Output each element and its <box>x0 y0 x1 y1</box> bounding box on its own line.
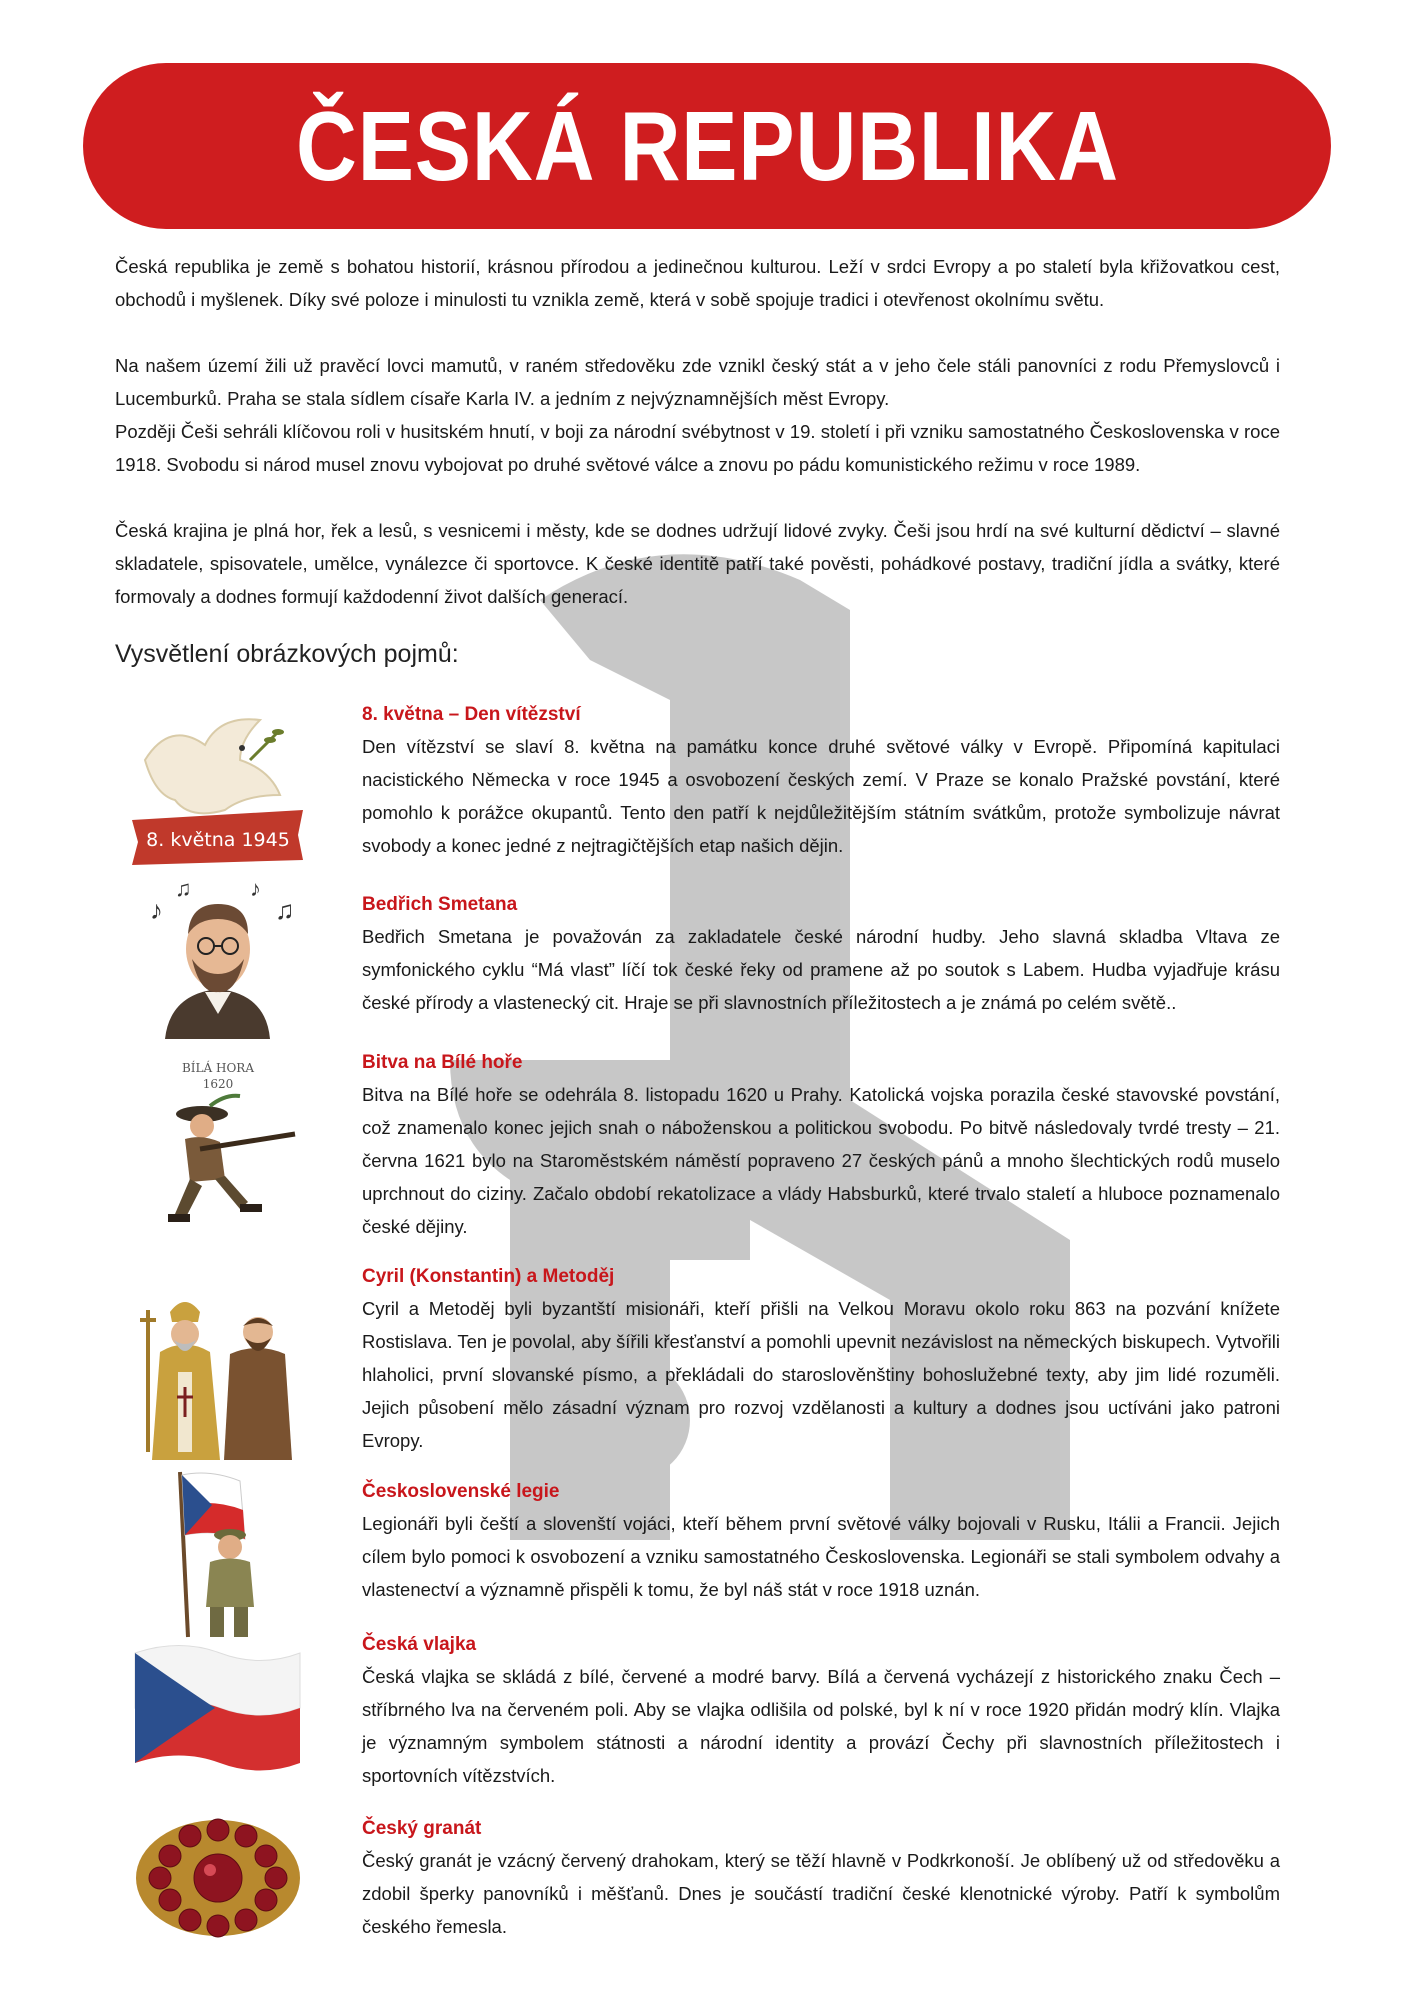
dove-icon <box>130 700 305 870</box>
item-text <box>362 1262 1280 1457</box>
page-title: ČESKÁ REPUBLIKA <box>295 90 1119 201</box>
intro-text <box>115 250 1280 646</box>
item-description: Legionáři byli čeští a slovenští vojáci, kteří během první světové války bojovali v Rusku, Itálii a Francii. Jejich cílem bylo pomoci k osvobození a vzniku samostatného Československa. Legionáři se stali symbolem odvahy a vlastenectví a významně přispěli k tomu, že byl náš stát v roce 1918 uznán. <box>362 1513 1280 1600</box>
svg-text:♫: ♫ <box>275 895 295 925</box>
saints-icon <box>130 1282 305 1462</box>
item-description: Cyril a Metoděj byli byzantští misionáři, kteří přišli na Velkou Moravu okolo roku 863 na pozvání knížete Rostislava. Ten je povolal, aby šířili křesťanství a pomohli upevnit nezávislost na německých biskupech. Vytvořili hlaholici, první slovanské písmo, a překládali do staroslověnštiny bohoslužebné texty, aby jim lidé rozuměli. Jejich působení mělo zásadní význam pro rozvoj vzdělanosti a kultury a dodnes jsou uctíváni jako patroni Evropy. <box>362 1298 1280 1451</box>
garnet-brooch-icon <box>130 1816 305 1941</box>
item-text <box>362 1814 1280 1943</box>
item-text <box>362 1630 1280 1792</box>
bila-hora-year: 1620 <box>202 1077 234 1091</box>
czech-flag-icon <box>130 1638 305 1778</box>
bila-hora-caption: BÍLÁ HORA <box>181 1061 255 1075</box>
item-title: Bitva na Bílé hoře <box>362 1052 523 1073</box>
svg-text:♫: ♫ <box>175 876 192 901</box>
legionnaire-icon <box>130 1467 305 1642</box>
item-text <box>362 1477 1280 1606</box>
intro-paragraph: Česká krajina je plná hor, řek a lesů, s vesnicemi i městy, kde se dodnes udržují lidové zvyky. Češi jsou hrdí na své kulturní dědictví – slavné skladatele, spisovatele, umělce, vynálezce či sportovce. K české identitě patří také pověsti, pohádkové postavy, tradiční jídla a svátky, které formovaly a dodnes formují každodenní život dalších generací. <box>115 520 1280 607</box>
composer-portrait-icon <box>130 874 305 1039</box>
item-description: Bedřich Smetana je považován za zakladatele české národní hudby. Jeho slavná skladba Vltava ze symfonického cyklu “Má vlast” líčí tok české řeky od pramene až po soutok s Labem. Hudba vyjadřuje krásu české přírody a vlastenecký cit. Hraje se při slavnostních příležitostech a je známá po celém světě.. <box>362 926 1280 1013</box>
item-title: Česká vlajka <box>362 1634 477 1655</box>
item-title: Cyril (Konstantin) a Metoděj <box>362 1266 615 1287</box>
intro-paragraph: Česká republika je země s bohatou historií, krásnou přírodou a jedinečnou kulturou. Leží v srdci Evropy a po staletí byla křižovatkou cest, obchodů i myšlenek. Díky své poloze i minulosti tu vznikla země, která v sobě spojuje tradici i otevřenost okolnímu světu. <box>115 256 1280 310</box>
item-description: Český granát je vzácný červený drahokam, který se těží hlavně v Podkrkonoší. Je oblíbený už od středověku a zdobil šperky panovníků i měšťanů. Dnes je součástí tradiční české klenotnické výroby. Patří k symbolům českého řemesla. <box>362 1850 1280 1937</box>
item-text <box>362 890 1280 1019</box>
item-title: Československé legie <box>362 1481 560 1502</box>
intro-paragraph: Později Češi sehráli klíčovou roli v husitském hnutí, v boji za národní svébytnost v 19. století i při vzniku samostatného Československa v roce 1918. Svobodu si národ musel znovu vybojovat po druhé světové válce a znovu po pádu komunistického režimu v roce 1989. <box>115 421 1280 475</box>
svg-text:♪: ♪ <box>150 895 163 925</box>
item-description: Den vítězství se slaví 8. května na památku konce druhé světové války v Evropě. Připomíná kapitulaci nacistického Německa v roce 1945 a osvobození českých zemí. V Praze se konalo Pražské povstání, které pomohlo k porážce okupantů. Tento den patří k nejdůležitějším státním svátkům, protože symbolizuje návrat svobody a konec jedné z nejtragičtějších etap našich dějin. <box>362 736 1280 856</box>
item-title: Český granát <box>362 1818 482 1839</box>
item-title: 8. května – Den vítězství <box>362 704 581 725</box>
dove-banner-text: 8. května 1945 <box>146 829 290 851</box>
intro-paragraph: Na našem území žili už pravěcí lovci mamutů, v raném středověku zde vznikl český stát a v jeho čele stáli panovníci z rodu Přemyslovců i Lucemburků. Praha se stala sídlem císaře Karla IV. a jedním z nejvýznamnějších měst Evropy. <box>115 355 1280 409</box>
item-title: Bedřich Smetana <box>362 894 518 915</box>
item-text <box>362 1048 1280 1243</box>
item-description: Bitva na Bílé hoře se odehrála 8. listopadu 1620 u Prahy. Katolická vojska porazila české stavovské povstání, což znamenalo konec jejich snah o náboženskou a politickou svobodu. Po bitvě následovaly tvrdé tresty – 21. června 1621 bylo na Staroměstském náměstí popraveno 27 českých pánů a mnoho šlechtických rodů muselo uprchnout do ciziny. Začalo období rekatolizace a vlády Habsburků, které trvalo staletí a hluboce poznamenalo české dějiny. <box>362 1084 1280 1237</box>
item-text <box>362 700 1280 862</box>
item-description: Česká vlajka se skládá z bílé, červené a modré barvy. Bílá a červená vycházejí z historického znaku Čech – stříbrného lva na červeném poli. Aby se vlajka odlišila od polské, byl k ní v roce 1920 přidán modrý klín. Vlajka je významným symbolem státnosti a národní identity a provází Čechy při slavnostních příležitostech i sportovních vítězstvích. <box>362 1666 1280 1786</box>
title-banner <box>83 63 1331 229</box>
section-title: Vysvětlení obrázkových pojmů: <box>115 640 459 668</box>
musketeer-icon <box>130 1054 305 1229</box>
svg-text:♪: ♪ <box>250 876 261 901</box>
